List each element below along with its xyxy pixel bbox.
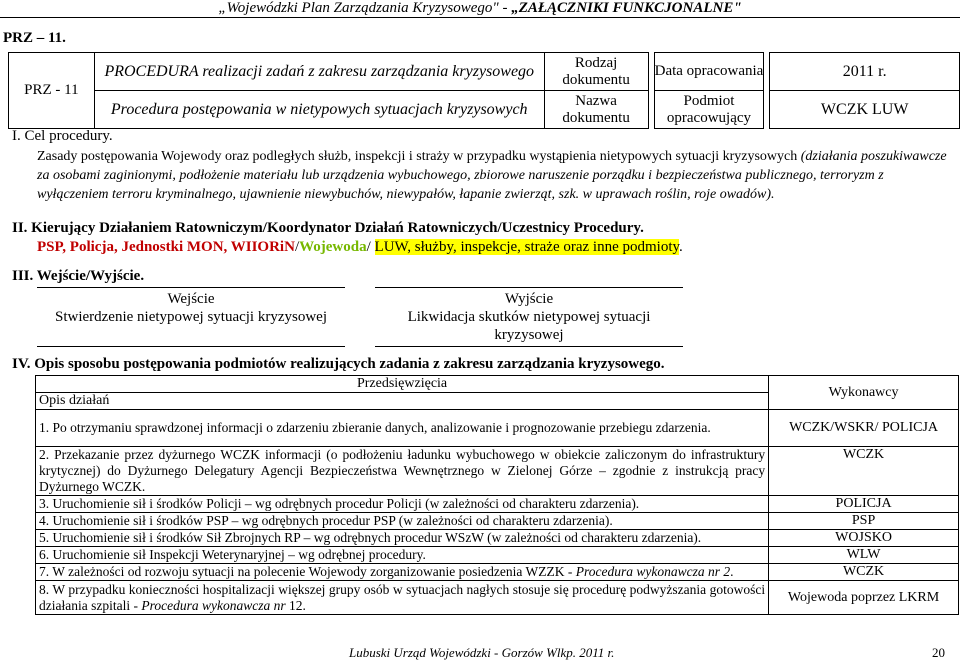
participants-red: PSP, Policja, Jednostki MON, WIIORiN — [37, 239, 295, 255]
input-output-table — [37, 287, 683, 347]
actions-subheader: Opis działań — [36, 393, 769, 410]
step-text — [36, 564, 769, 581]
document-info-table — [8, 52, 960, 129]
participants-green: Wojewoda — [299, 239, 367, 255]
input-label: Wejście — [167, 291, 215, 307]
page-code: PRZ – 11. — [3, 30, 66, 46]
slash-2: / — [366, 239, 375, 255]
footer-text: Lubuski Urząd Wojewódzki - Gorzów Wlkp. 2011 r. — [349, 645, 615, 660]
table-row — [36, 581, 959, 615]
table-row — [36, 447, 959, 496]
step-exec: WCZK/WSKR/ POLICJA — [769, 410, 959, 447]
label-document-name: Nazwa dokumentu — [544, 91, 648, 129]
table-row — [36, 513, 959, 530]
step-8-end: 12. — [285, 597, 306, 613]
table-row — [36, 410, 959, 447]
col-exec-header: Wykonawcy — [769, 376, 959, 410]
step-exec: WOJSKO — [769, 530, 959, 547]
step-7-procedure-ref: Procedura wykonawcza nr 2 — [575, 564, 731, 579]
label-date: Data opracowania — [654, 53, 764, 91]
step-exec: Wojewoda poprzez LKRM — [769, 581, 959, 615]
table-row — [36, 564, 959, 581]
step-8-procedure-ref: Procedura wykonawcza nr — [141, 597, 286, 613]
procedure-name: Procedura postępowania w nietypowych sytuacjach kryzysowych — [94, 91, 544, 129]
procedure-steps-table — [35, 375, 959, 615]
procedure-code: PRZ - 11 — [9, 53, 95, 129]
document-header — [0, 0, 960, 16]
step-text: 1. Po otrzymaniu sprawdzonej informacji o zdarzeniu zbieranie danych, analizowanie i prognozowanie przebiegu zdarzenia. — [36, 410, 769, 447]
page-number: 20 — [932, 645, 945, 660]
step-text: 2. Przekazanie przez dyżurnego WCZK informacji (o podłożeniu ładunku wybuchowego w obiekcie zaliczonym do infrastruktury krytycznej) do Dyżurnego Delegatury Agencji Bezpieczeństwa Wewnętrznego w Zielonej Górze – zgodnie z instrukcją pracy Dyżurnego WCZK. — [36, 447, 769, 496]
output-block — [375, 288, 683, 347]
step-text: 3. Uruchomienie sił i środków Policji – wg odrębnych procedur Policji (w zależności od charakteru zdarzenia). — [36, 496, 769, 513]
section-1-main: Zasady postępowania Wojewody oraz podległych służb, inspekcji i straży w przypadku wystąpienia nietypowych sytuacji kryzysowych — [37, 149, 801, 164]
step-exec: WCZK — [769, 447, 959, 496]
date-value: 2011 r. — [770, 53, 960, 91]
table-row — [36, 547, 959, 564]
section-1-examples: (działania poszukiwawcze za osobami zaginionymi, podłożenie materiału lub urządzenia wybuchowego, zbiorowe naruszenie porządku i bezpieczeństwa publicznego, terroryzm z wyłączeniem terroru kryminalnego, ujawnienie niewybuchów, niewypałów, łapanie zwierząt, szk. w uprawach roślin, roje owadów). — [37, 149, 947, 202]
header-suffix: „ZAŁĄCZNIKI FUNKCJONALNE" — [511, 0, 742, 16]
section-2-heading: II. Kierujący Działaniem Ratowniczym/Koordynator Działań Ratowniczych/Uczestnicy Procedury. — [12, 220, 644, 236]
table-row — [36, 496, 959, 513]
section-3-heading: III. Wejście/Wyjście. — [12, 268, 145, 284]
procedure-title: PROCEDURA realizacji zadań z zakresu zarządzania kryzysowego — [94, 53, 544, 91]
step-7-end: . — [730, 564, 734, 579]
input-block — [37, 288, 345, 347]
participants-end: . — [679, 239, 683, 255]
step-text — [36, 581, 769, 615]
section-1-text — [37, 147, 957, 204]
label-document-type: Rodzaj dokumentu — [544, 53, 648, 91]
author-value: WCZK LUW — [770, 91, 960, 129]
step-exec: PSP — [769, 513, 959, 530]
section-4-heading: IV. Opis sposobu postępowania podmiotów realizujących zadania z zakresu zarządzania kryzysowego. — [12, 356, 665, 372]
participants-highlight: LUW, służby, inspekcje, straże oraz inne podmioty — [374, 239, 680, 255]
section-2-participants — [37, 238, 957, 257]
output-value: Likwidacja skutków nietypowej sytuacji kryzysowej — [407, 309, 651, 343]
step-exec: WCZK — [769, 564, 959, 581]
step-text: 5. Uruchomienie sił i środków Sił Zbrojnych RP – wg odrębnych procedur WSzW (w zależności od charakteru zdarzenia). — [36, 530, 769, 547]
col-actions-header: Przedsięwzięcia — [36, 376, 769, 393]
slash-1: / — [294, 239, 300, 255]
header-divider — [0, 17, 960, 18]
output-label: Wyjście — [504, 291, 554, 307]
label-author: Podmiot opracowujący — [654, 91, 764, 129]
header-prefix: „Wojewódzki Plan Zarządzania Kryzysowego" - — [218, 0, 512, 16]
input-value: Stwierdzenie nietypowej sytuacji kryzysowej — [54, 309, 327, 325]
table-row — [36, 530, 959, 547]
step-text: 4. Uruchomienie sił i środków PSP – wg odrębnych procedur PSP (w zależności od charakteru zdarzenia). — [36, 513, 769, 530]
step-7-text: 7. W zależności od rozwoju sytuacji na polecenie Wojewody zorganizowanie posiedzenia WZZK - — [39, 564, 576, 579]
section-1-heading: I. Cel procedury. — [12, 128, 113, 144]
step-exec: WLW — [769, 547, 959, 564]
step-text: 6. Uruchomienie sił Inspekcji Weterynaryjnej – wg odrębnej procedury. — [36, 547, 769, 564]
step-exec: POLICJA — [769, 496, 959, 513]
step-8-text: 8. W przypadku konieczności hospitalizacji większej grupy osób w sytuacjach nagłych stosuje się procedurę podwyższania gotowości działania szpitali - — [39, 581, 766, 613]
